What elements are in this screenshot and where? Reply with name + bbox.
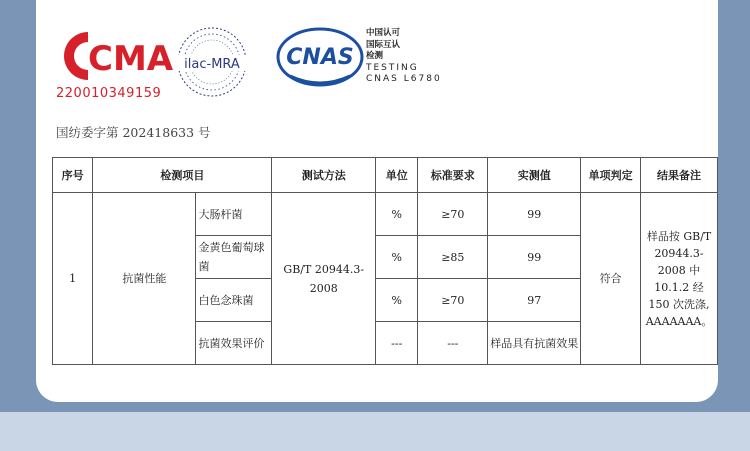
header-requirement: 标准要求 — [418, 158, 488, 193]
ilac-mra-logo — [172, 22, 252, 102]
header-verdict: 单项判定 — [581, 158, 641, 193]
cma-logo — [58, 26, 174, 86]
measured-value: 97 — [488, 279, 581, 322]
sub-item: 白色念珠菌 — [196, 279, 272, 322]
cnas-cn-line2: 国际互认 — [366, 39, 401, 50]
measured-value: 99 — [488, 193, 581, 236]
header-remark: 结果备注 — [641, 158, 718, 193]
header-measured: 实测值 — [488, 158, 581, 193]
header-index: 序号 — [53, 158, 93, 193]
cnas-caption — [366, 28, 442, 86]
requirement: ≥70 — [418, 279, 488, 322]
cnas-en-line2: CNAS L6780 — [366, 74, 442, 84]
test-method: GB/T 20944.3-2008 — [272, 193, 376, 365]
test-report-table — [52, 157, 718, 365]
unit: % — [376, 193, 418, 236]
header-item: 检测项目 — [93, 158, 272, 193]
cnas-logo — [276, 24, 364, 90]
test-item: 抗菌性能 — [93, 193, 196, 365]
unit: % — [376, 236, 418, 279]
certificate-card — [36, 0, 718, 402]
measured-value: 99 — [488, 236, 581, 279]
bottom-band — [0, 412, 750, 451]
table-header-row — [53, 158, 718, 193]
cnas-en-line1: TESTING — [366, 62, 419, 73]
ilac-label: ilac-MRA — [184, 57, 240, 72]
sub-item: 抗菌效果评价 — [196, 322, 272, 365]
sub-item: 大肠杆菌 — [196, 193, 272, 236]
measured-value: 样品具有抗菌效果 — [488, 322, 581, 365]
row-index: 1 — [53, 193, 93, 365]
verdict: 符合 — [581, 193, 641, 365]
cma-number: 220010349159 — [56, 86, 162, 101]
cma-mark-text: CMA — [88, 39, 174, 79]
unit: --- — [376, 322, 418, 365]
cnas-cn-line3: 检测 — [366, 51, 384, 61]
unit: % — [376, 279, 418, 322]
requirement: ≥85 — [418, 236, 488, 279]
requirement: --- — [418, 322, 488, 365]
header-unit: 单位 — [376, 158, 418, 193]
cnas-mark-text: CNAS — [286, 45, 354, 70]
table-row — [53, 193, 718, 236]
logo-row — [36, 0, 718, 115]
requirement: ≥70 — [418, 193, 488, 236]
cnas-cn-line1: 中国认可 — [366, 28, 401, 38]
sub-item: 金黄色葡萄球菌 — [196, 236, 272, 279]
approval-number: 国纺委字第 202418633 号 — [56, 125, 211, 140]
header-method: 测试方法 — [272, 158, 376, 193]
result-remark: 样品按 GB/T 20944.3-2008 中 10.1.2 经 150 次洗涤, AAAAAAA。 — [641, 193, 718, 365]
